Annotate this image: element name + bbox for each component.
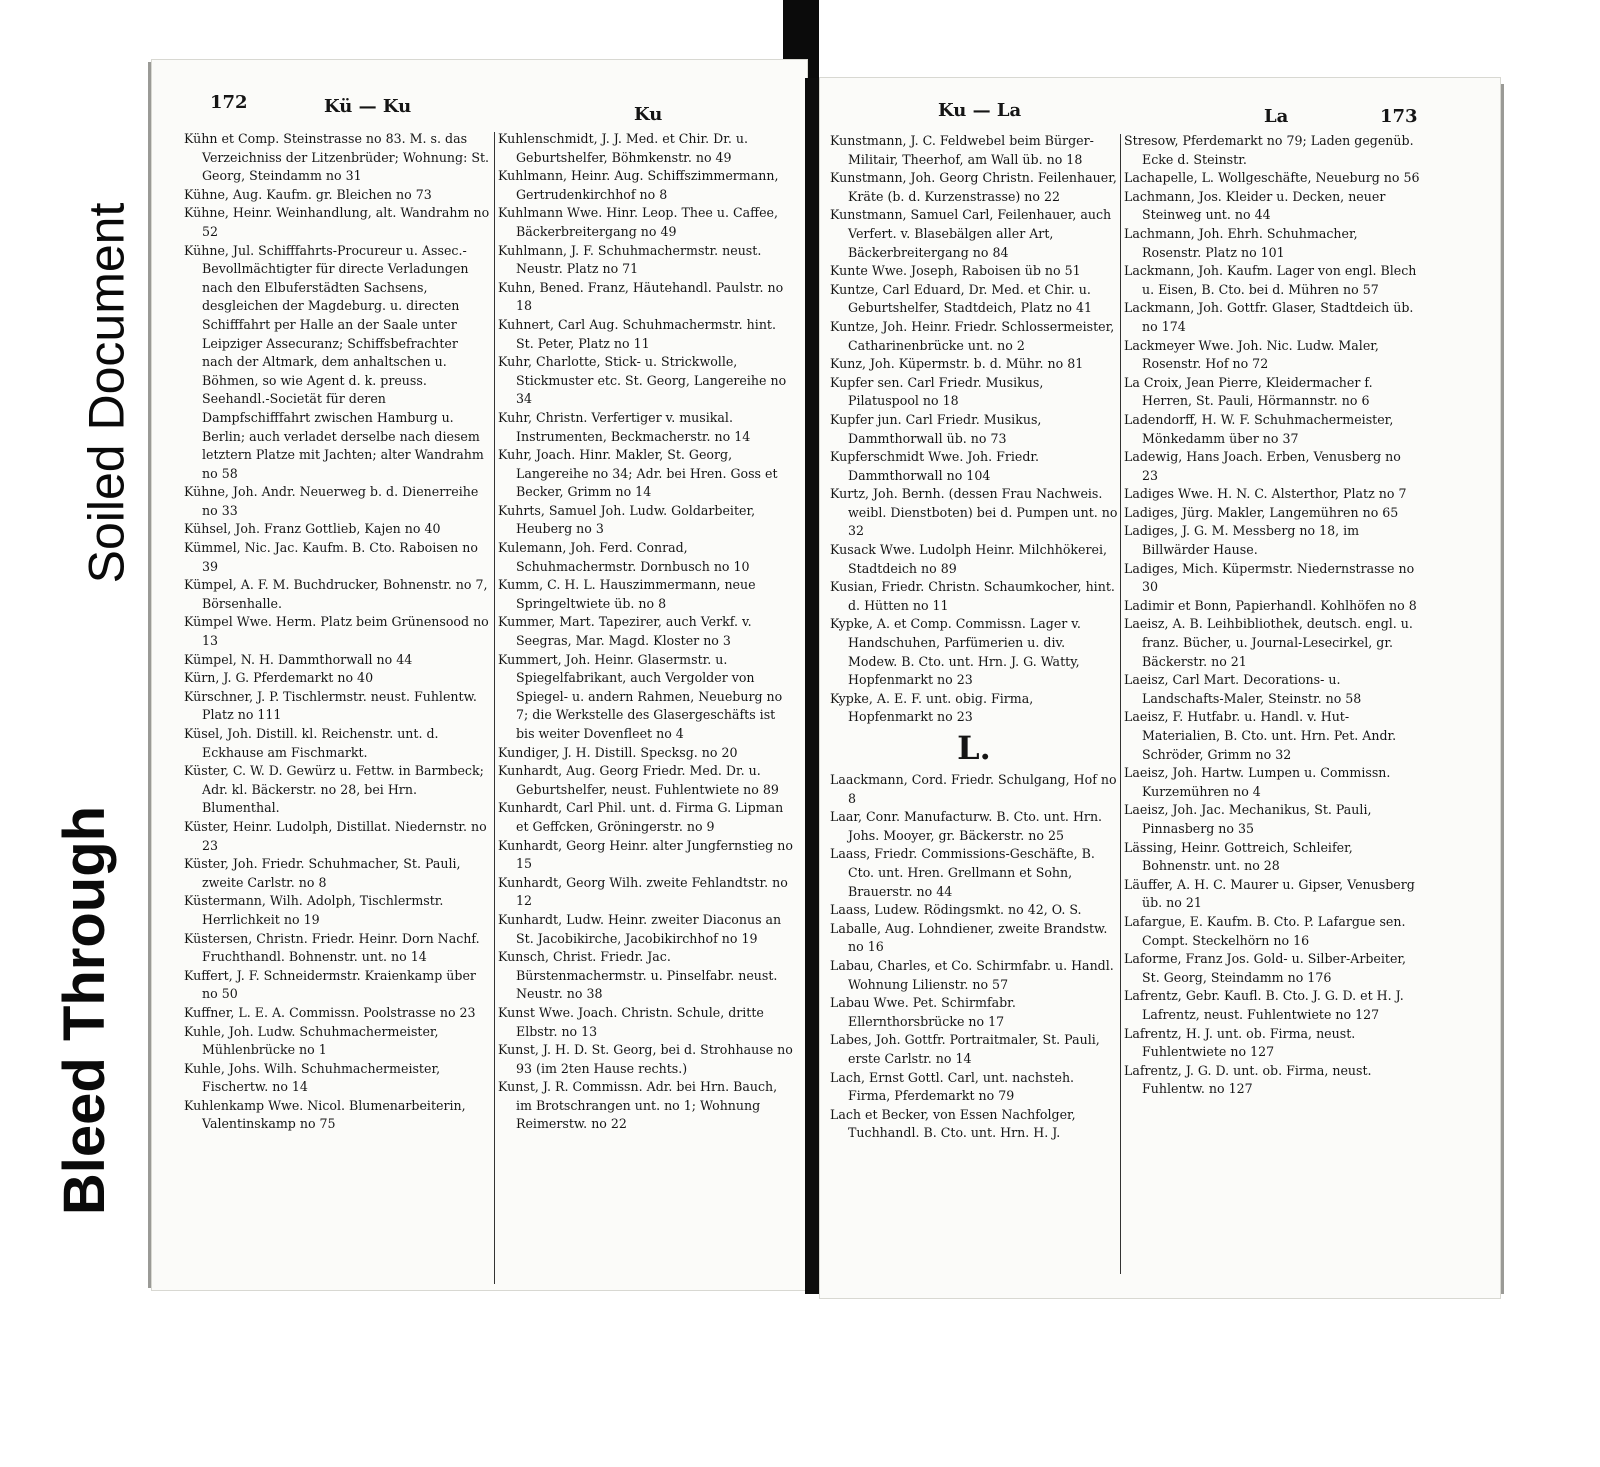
directory-entry: Laass, Ludew. Rödingsmkt. no 42, O. S. [830, 902, 1082, 918]
directory-entry: Kuntze, Carl Eduard, Dr. Med. et Chir. u. Geburtshelfer, Stadtdeich, Platz no 41 [830, 281, 1093, 316]
directory-entry: Kümpel, A. F. M. Buchdrucker, Bohnenstr. no 7, Börsenhalle. [184, 577, 488, 611]
left-page-number: 172 [210, 92, 248, 113]
directory-entry: Stresow, Pferdemarkt no 79; Laden gegenüb. Ecke d. Steinstr. [1124, 133, 1414, 167]
directory-entry: Läuffer, A. H. C. Maurer u. Gipser, Venusberg üb. no 21 [1124, 876, 1415, 911]
right-column-1 [830, 132, 1118, 1292]
directory-entry: Lachmann, Jos. Kleider u. Decken, neuer Steinweg unt. no 44 [1124, 188, 1386, 223]
directory-entry: Kunsch, Christ. Friedr. Jac. Bürstenmachermstr. u. Pinselfabr. neust. Neustr. no 38 [498, 949, 778, 1002]
directory-entry: Lafrentz, Gebr. Kaufl. B. Cto. J. G. D. et H. J. Lafrentz, neust. Fuhlentwiete no 127 [1124, 988, 1404, 1022]
directory-entry: Lässing, Heinr. Gottreich, Schleifer, Bohnenstr. unt. no 28 [1124, 839, 1353, 874]
column-rule [494, 132, 495, 1284]
directory-entry: Kuhr, Charlotte, Stick- u. Strickwolle, Stickmuster etc. St. Georg, Langereihe no 34 [498, 354, 787, 407]
directory-entry: Lackmeyer Wwe. Joh. Nic. Ludw. Maler, Rosenstr. Hof no 72 [1124, 337, 1379, 372]
directory-entry: Kuhr, Christn. Verfertiger v. musikal. Instrumenten, Beckmacherstr. no 14 [498, 409, 751, 444]
directory-entry: Labes, Joh. Gottfr. Portraitmaler, St. Pauli, erste Carlstr. no 14 [830, 1032, 1100, 1066]
directory-entry: Lackmann, Joh. Gottfr. Glaser, Stadtdeich üb. no 174 [1124, 300, 1414, 334]
directory-entry: Kulemann, Joh. Ferd. Conrad, Schuhmachermstr. Dornbusch no 10 [498, 540, 750, 574]
directory-entry: Kuhle, Joh. Ludw. Schuhmachermeister, Mühlenbrücke no 1 [184, 1023, 439, 1058]
directory-entry: Kummer, Mart. Tapezirer, auch Verkf. v. Seegras, Mar. Magd. Kloster no 3 [498, 614, 752, 649]
section-letter-l: L. [957, 729, 991, 767]
directory-entry: Kuhlmann, Heinr. Aug. Schiffszimmermann, Gertrudenkirchhof no 8 [498, 168, 779, 202]
directory-entry: Küstermann, Wilh. Adolph, Tischlermstr. Herrlichkeit no 19 [184, 893, 444, 927]
directory-entry: Kumm, C. H. L. Hauszimmermann, neue Springeltwiete üb. no 8 [498, 577, 756, 611]
directory-entry: Ladiges, Jürg. Makler, Langemühren no 65 [1124, 504, 1399, 520]
directory-entry: Laar, Conr. Manufacturw. B. Cto. unt. Hrn. Johs. Mooyer, gr. Bäckerstr. no 25 [830, 809, 1103, 843]
directory-entry: Ladiges, Mich. Küpermstr. Niedernstrasse no 30 [1124, 560, 1415, 595]
directory-entry: Laeisz, Joh. Hartw. Lumpen u. Commissn. Kurzemühren no 4 [1124, 765, 1391, 799]
directory-entry: Lach, Ernst Gottl. Carl, unt. nachsteh. Firma, Pferdemarkt no 79 [830, 1069, 1075, 1104]
directory-entry: Ladiges, J. G. M. Messberg no 18, im Billwärder Hause. [1124, 523, 1360, 558]
directory-entry: Laforme, Franz Jos. Gold- u. Silber-Arbeiter, St. Georg, Steindamm no 176 [1124, 951, 1407, 985]
directory-entry: Ladewig, Hans Joach. Erben, Venusberg no 23 [1124, 449, 1401, 483]
directory-entry: Küster, C. W. D. Gewürz u. Fettw. in Barmbeck; Adr. kl. Bäckerstr. no 28, bei Hrn. Blumenthal. [184, 763, 484, 816]
directory-entry: Ladiges Wwe. H. N. C. Alsterthor, Platz no 7 [1124, 486, 1407, 502]
directory-entry: Lafargue, E. Kaufm. B. Cto. P. Lafargue sen. Compt. Steckelhörn no 16 [1124, 913, 1406, 948]
directory-entry: Kuffner, L. E. A. Commissn. Poolstrasse no 23 [184, 1004, 476, 1020]
directory-entry: Kuhle, Johs. Wilh. Schuhmachermeister, Fischertw. no 14 [184, 1060, 441, 1095]
column-rule [1120, 134, 1121, 1274]
directory-entry: Kunstmann, Joh. Georg Christn. Feilenhauer, Kräte (b. d. Kurzenstrasse) no 22 [830, 170, 1117, 204]
right-header-right: La [1264, 106, 1289, 127]
directory-entry: Kühne, Joh. Andr. Neuerweg b. d. Dienerreihe no 33 [184, 484, 479, 518]
directory-entry: Ladimir et Bonn, Papierhandl. Kohlhöfen no 8 [1124, 597, 1417, 613]
directory-entry: Kürn, J. G. Pferdemarkt no 40 [184, 670, 374, 686]
directory-entry: Kuhr, Joach. Hinr. Makler, St. Georg, Langereihe no 34; Adr. bei Hren. Goss et Becker, Grimm no 14 [498, 447, 778, 500]
directory-entry: Kusack Wwe. Ludolph Heinr. Milchhökerei, Stadtdeich no 89 [830, 542, 1108, 576]
right-page [820, 78, 1500, 1298]
directory-entry: Kunstmann, J. C. Feldwebel beim Bürger-Militair, Theerhof, am Wall üb. no 18 [830, 133, 1094, 167]
directory-entry: Kunhardt, Georg Heinr. alter Jungfernstieg no 15 [498, 837, 793, 872]
left-page [152, 60, 807, 1290]
directory-entry: Kunst Wwe. Joach. Christn. Schule, dritte Elbstr. no 13 [498, 1004, 764, 1039]
directory-entry: Kunte Wwe. Joseph, Raboisen üb no 51 [830, 263, 1081, 279]
directory-entry: Küster, Heinr. Ludolph, Distillat. Niedernstr. no 23 [184, 818, 487, 853]
directory-entry: Kuhlenkamp Wwe. Nicol. Blumenarbeiterin, Valentinskamp no 75 [184, 1097, 466, 1132]
directory-entry: Kümpel, N. H. Dammthorwall no 44 [184, 651, 413, 667]
directory-entry: Kuhrts, Samuel Joh. Ludw. Goldarbeiter, Heuberg no 3 [498, 502, 756, 537]
left-column-2 [498, 130, 796, 1288]
directory-entry: Kypke, A. et Comp. Commissn. Lager v. Handschuhen, Parfümerien u. div. Modew. B. Cto. unt. Hrn. J. G. Watty, Hopfenmarkt no 23 [830, 616, 1081, 688]
directory-entry: La Croix, Jean Pierre, Kleidermacher f. Herren, St. Pauli, Hörmannstr. no 6 [1124, 374, 1373, 409]
directory-entry: Kunhardt, Aug. Georg Friedr. Med. Dr. u. Geburtshelfer, neust. Fuhlentwiete no 89 [498, 763, 779, 797]
directory-entry: Kunhardt, Ludw. Heinr. zweiter Diaconus an St. Jacobikirche, Jacobikirchhof no 19 [498, 911, 782, 946]
directory-entry: Laeisz, F. Hutfabr. u. Handl. v. Hut-Materialien, B. Cto. unt. Hrn. Pet. Andr. Schröder, Grimm no 32 [1124, 709, 1397, 762]
directory-entry: Kupferschmidt Wwe. Joh. Friedr. Dammthorwall no 104 [830, 449, 1040, 483]
directory-entry: Laackmann, Cord. Friedr. Schulgang, Hof no 8 [830, 772, 1117, 806]
directory-entry: Küsel, Joh. Distill. kl. Reichenstr. unt. d. Eckhause am Fischmarkt. [184, 726, 439, 760]
directory-entry: Kuhlenschmidt, J. J. Med. et Chir. Dr. u. Geburtshelfer, Böhmkenstr. no 49 [498, 131, 749, 165]
directory-entry: Lachmann, Joh. Ehrh. Schuhmacher, Rosenstr. Platz no 101 [1124, 225, 1358, 260]
left-column-1 [184, 130, 491, 1288]
left-page-edge [148, 62, 151, 1288]
directory-entry: Kümpel Wwe. Herm. Platz beim Grünensood no 13 [184, 614, 489, 649]
directory-entry: Kupfer sen. Carl Friedr. Musikus, Pilatuspool no 18 [830, 374, 1044, 409]
directory-entry: Lach et Becker, von Essen Nachfolger, Tuchhandl. B. Cto. unt. Hrn. H. J. [830, 1106, 1076, 1141]
directory-entry: Kühne, Aug. Kaufm. gr. Bleichen no 73 [184, 186, 432, 202]
directory-entry: Kunhardt, Carl Phil. unt. d. Firma G. Lipman et Geffcken, Gröningerstr. no 9 [498, 800, 784, 834]
bleed-through-text: Bleed Through [52, 805, 118, 1215]
directory-entry: Laeisz, Joh. Jac. Mechanikus, St. Pauli, Pinnasberg no 35 [1124, 802, 1372, 836]
directory-entry: Kunhardt, Georg Wilh. zweite Fehlandtstr. no 12 [498, 874, 788, 909]
directory-entry: Lackmann, Joh. Kaufm. Lager von engl. Blech u. Eisen, B. Cto. bei d. Mühren no 57 [1124, 263, 1417, 297]
directory-entry: Laeisz, Carl Mart. Decorations- u. Landschafts-Maler, Steinstr. no 58 [1124, 672, 1362, 706]
soiled-document-text: Soiled Document [78, 202, 135, 584]
directory-entry: Kurtz, Joh. Bernh. (dessen Frau Nachweis. weibl. Dienstboten) bei d. Pumpen unt. no 32 [830, 486, 1118, 539]
directory-entry: Kuhnert, Carl Aug. Schuhmachermstr. hint. St. Peter, Platz no 11 [498, 316, 776, 351]
directory-entry: Kümmel, Nic. Jac. Kaufm. B. Cto. Raboisen no 39 [184, 540, 478, 574]
directory-entry: Kunstmann, Samuel Carl, Feilenhauer, auch Verfert. v. Blasebälgen aller Art, Bäckerbreitergang no 84 [830, 207, 1112, 260]
directory-entry: Ladendorff, H. W. F. Schuhmachermeister, Mönkedamm über no 37 [1124, 411, 1394, 446]
directory-entry: Kundiger, J. H. Distill. Specksg. no 20 [498, 744, 738, 760]
right-col2-entries [1124, 132, 1420, 1099]
right-page-number: 173 [1380, 106, 1418, 127]
directory-entry: Kummert, Joh. Heinr. Glasermstr. u. Spiegelfabrikant, auch Vergolder von Spiegel- u. andern Rahmen, Neueburg no 7; die Werkstelle des Glasergeschäfts ist bis weiter Dovenfleet no 4 [498, 651, 783, 741]
directory-entry: Kuhn, Bened. Franz, Häutehandl. Paulstr. no 18 [498, 279, 784, 314]
directory-entry: Laass, Friedr. Commissions-Geschäfte, B. Cto. unt. Hren. Grellmann et Sohn, Brauerstr. no 44 [830, 846, 1095, 899]
directory-entry: Kuntze, Joh. Heinr. Friedr. Schlossermeister, Catharinenbrücke unt. no 2 [830, 318, 1115, 353]
right-col1-entries-l [830, 771, 1118, 1143]
directory-entry: Kühne, Heinr. Weinhandlung, alt. Wandrahm no 52 [184, 205, 490, 239]
directory-entry: Kuhlmann, J. F. Schuhmachermstr. neust. Neustr. Platz no 71 [498, 242, 762, 277]
right-column-2 [1124, 132, 1420, 1292]
directory-entry: Kühne, Jul. Schifffahrts-Procureur u. Assec.-Bevollmächtigter für directe Verladungen nach den Elbuferstädten Sachsens, desgleichen der Magdeburg. u. directen Schifffahrt per Halle an der Saale unter Leipziger Assecuranz; Schiffsbefrachter nach der Altmark, dem anhaltschen u. Böhmen, so wie Agent d. k. preuss. Seehandl.-Societät für deren Dampfschifffahrt zwischen Hamburg u. Berlin; auch verladet derselbe nach diesem letztern Platze mit Jachten; alter Wandrahm no 58 [184, 242, 484, 481]
directory-entry: Kunst, J. R. Commissn. Adr. bei Hrn. Bauch, im Brotschrangen unt. no 1; Wohnung Reimerstw. no 22 [498, 1079, 778, 1132]
directory-entry: Laeisz, A. B. Leihbibliothek, deutsch. engl. u. franz. Bücher, u. Journal-Lesecirkel, gr. Bäckerstr. no 21 [1124, 616, 1413, 669]
right-page-edge [1501, 84, 1504, 1294]
directory-entry: Küstersen, Christn. Friedr. Heinr. Dorn Nachf. Fruchthandl. Bohnenstr. unt. no 14 [184, 930, 480, 965]
left-header-range: Kü — Ku [324, 96, 412, 117]
directory-entry: Kunst, J. H. D. St. Georg, bei d. Strohhause no 93 (im 2ten Hause rechts.) [498, 1042, 793, 1076]
directory-entry: Labau Wwe. Pet. Schirmfabr. Ellernthorsbrücke no 17 [830, 995, 1016, 1029]
right-header-range: Ku — La [938, 100, 1022, 121]
right-col1-entries-k [830, 132, 1118, 727]
directory-entry: Kühsel, Joh. Franz Gottlieb, Kajen no 40 [184, 521, 441, 537]
directory-entry: Kunz, Joh. Küpermstr. b. d. Mühr. no 81 [830, 356, 1084, 372]
bleed-through-label [20, 760, 150, 1260]
left-col1-entries [184, 130, 491, 1134]
directory-entry: Kupfer jun. Carl Friedr. Musikus, Dammthorwall üb. no 73 [830, 411, 1042, 446]
directory-entry: Labau, Charles, et Co. Schirmfabr. u. Handl. Wohnung Lilienstr. no 57 [830, 957, 1114, 992]
directory-entry: Kühn et Comp. Steinstrasse no 83. M. s. das Verzeichniss der Litzenbrüder; Wohnung: St. Georg, Steindamm no 31 [184, 131, 490, 184]
directory-entry: Kusian, Friedr. Christn. Schaumkocher, hint. d. Hütten no 11 [830, 579, 1115, 613]
directory-entry: Kuffert, J. F. Schneidermstr. Kraienkamp über no 50 [184, 967, 476, 1002]
left-col2-entries [498, 130, 796, 1134]
directory-entry: Laballe, Aug. Lohndiener, zweite Brandstw. no 16 [830, 920, 1108, 955]
directory-entry: Kuhlmann Wwe. Hinr. Leop. Thee u. Caffee, Bäckerbreitergang no 49 [498, 205, 779, 239]
left-header-center: Ku [634, 104, 663, 125]
soiled-document-label [56, 148, 156, 638]
directory-entry: Kypke, A. E. F. unt. obig. Firma, Hopfenmarkt no 23 [830, 690, 1034, 725]
directory-entry: Kürschner, J. P. Tischlermstr. neust. Fuhlentw. Platz no 111 [184, 688, 477, 723]
directory-entry: Küster, Joh. Friedr. Schuhmacher, St. Pauli, zweite Carlstr. no 8 [184, 856, 461, 890]
directory-entry: Lachapelle, L. Wollgeschäfte, Neueburg no 56 [1124, 170, 1420, 186]
directory-entry: Lafrentz, H. J. unt. ob. Firma, neust. Fuhlentwiete no 127 [1124, 1025, 1356, 1060]
directory-entry: Lafrentz, J. G. D. unt. ob. Firma, neust. Fuhlentw. no 127 [1124, 1062, 1372, 1097]
